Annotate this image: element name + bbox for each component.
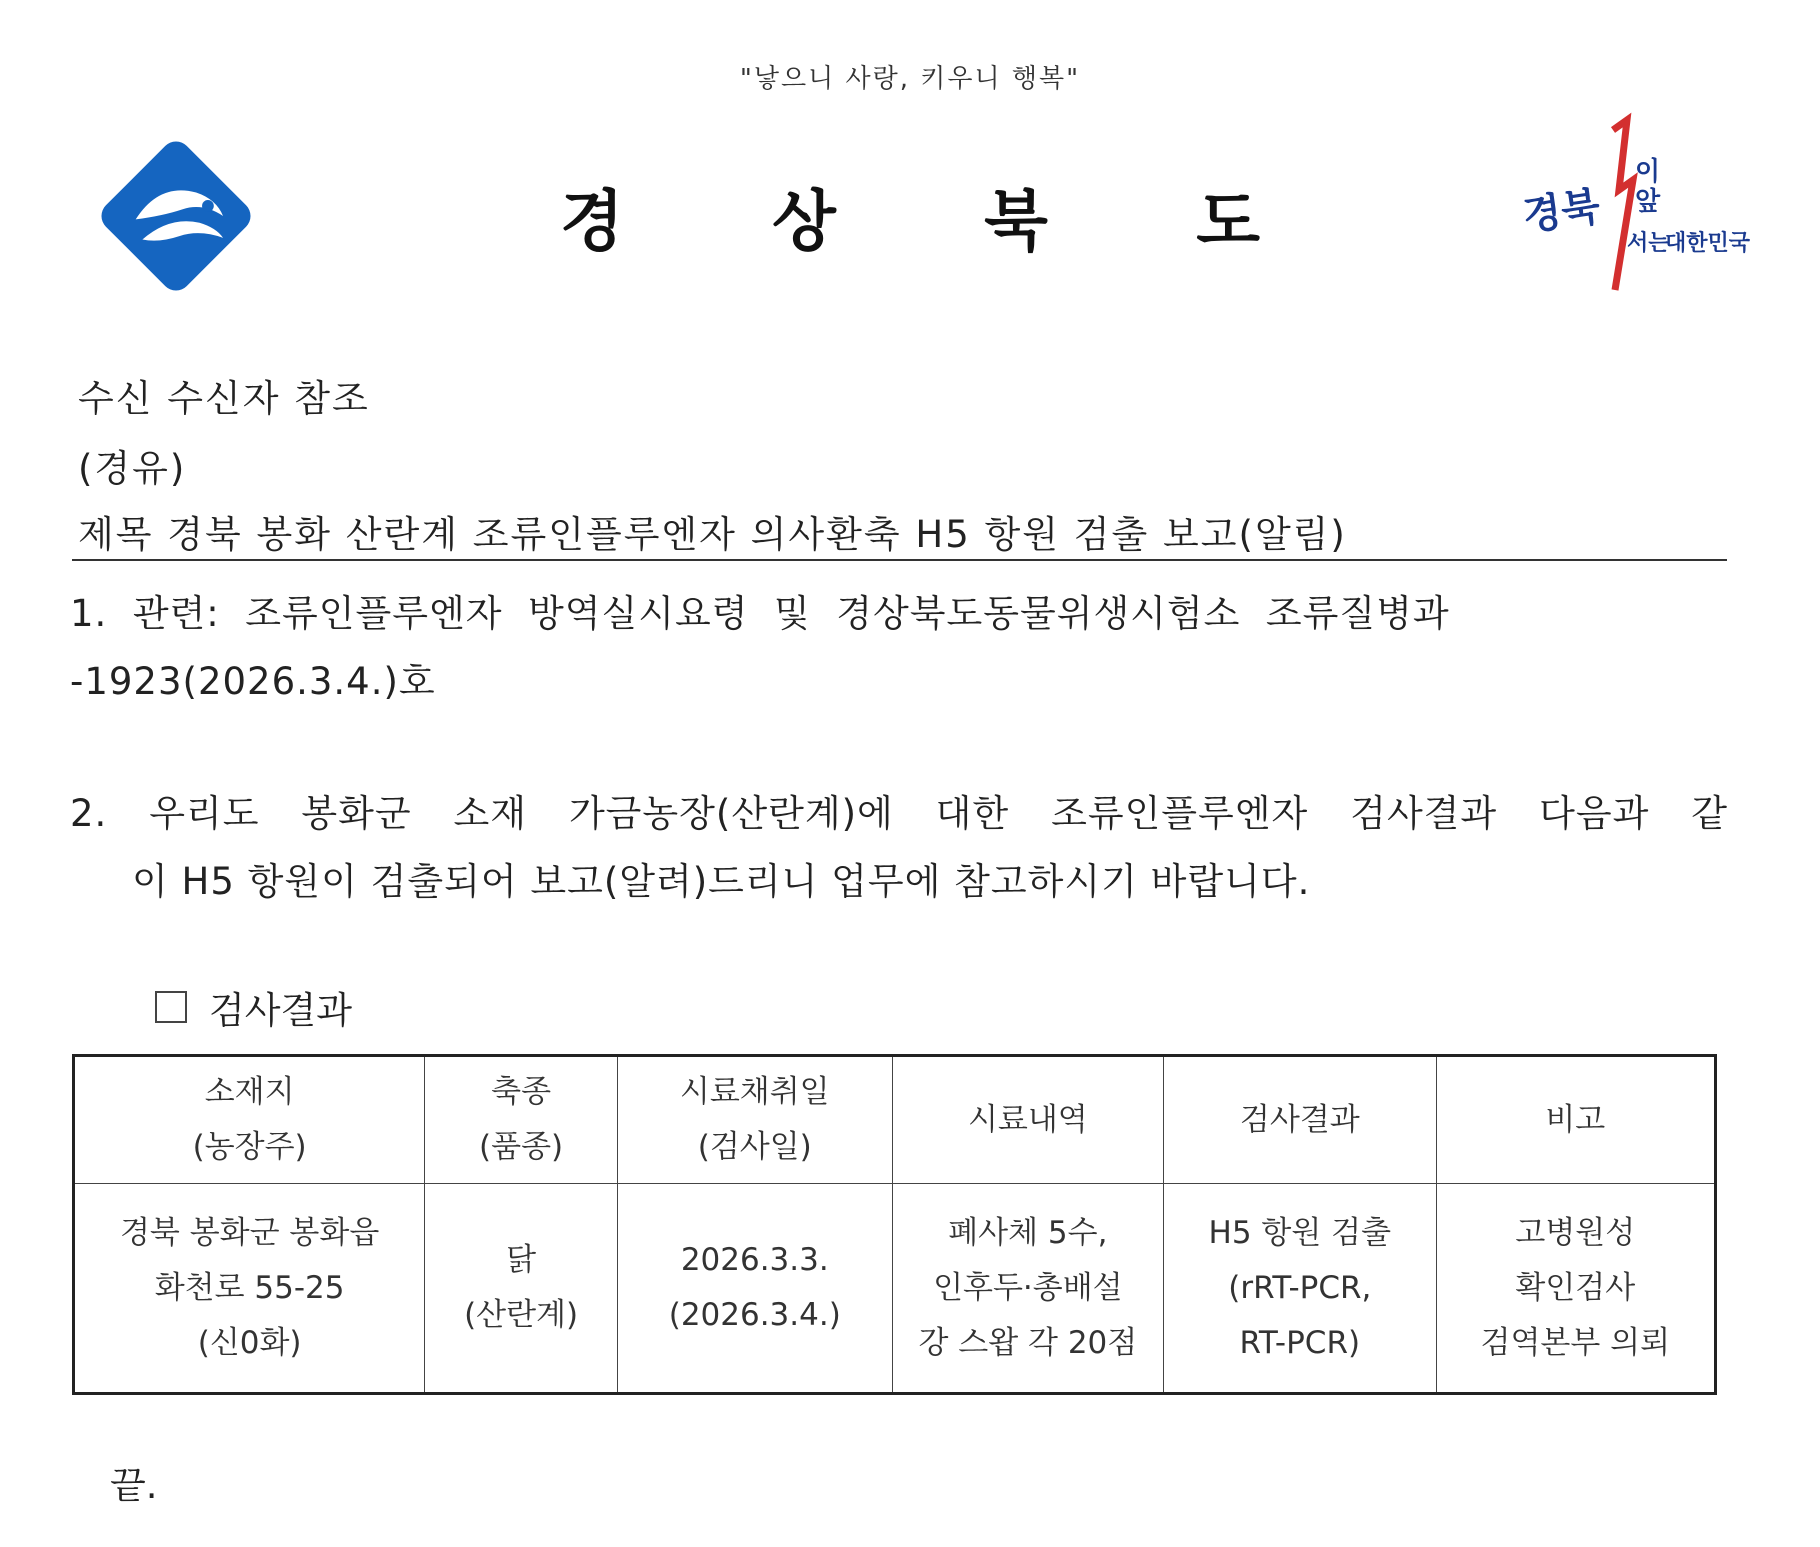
organization-title	[560, 168, 1260, 263]
cell-line: 소재지	[204, 1074, 295, 1110]
cell-line: (농장주)	[192, 1129, 307, 1165]
cell-line: (rRT-PCR,	[1228, 1269, 1372, 1306]
cell-line: 화천로 55-25	[154, 1269, 345, 1306]
cell-line: 닭	[506, 1242, 537, 1278]
table-row	[74, 1184, 1716, 1394]
cell-line: 검사결과	[1239, 1101, 1360, 1138]
cell-sampling-date	[617, 1184, 892, 1394]
cell-line: 시료내역	[967, 1101, 1088, 1138]
cell-test-result	[1164, 1184, 1437, 1394]
svg-text:서는: 서는	[1627, 231, 1670, 256]
cell-line: (2026.3.4.)	[668, 1297, 841, 1333]
cell-remarks	[1436, 1184, 1715, 1394]
org-char: 경	[560, 183, 624, 260]
svg-text:경북: 경북	[1519, 183, 1603, 240]
subject-divider	[72, 559, 1727, 561]
cell-line: 확인검사	[1515, 1269, 1636, 1306]
cell-line: 인후두·총배설	[933, 1269, 1123, 1306]
slogan-emblem-icon	[1515, 110, 1751, 310]
paragraph-related	[70, 580, 1728, 716]
result-table	[72, 1054, 1717, 1395]
end-mark: 끝.	[110, 1464, 158, 1507]
svg-text:앞: 앞	[1635, 187, 1661, 217]
cell-line: 폐사체 5수,	[948, 1214, 1108, 1251]
paragraph-line: 이 H5 항원이 검출되어 보고(알려)드리니 업무에 참고하시기 바랍니다.	[132, 860, 1311, 903]
cell-line: H5 항원 검출	[1208, 1214, 1392, 1251]
cell-line: (품종)	[479, 1129, 564, 1165]
org-char: 북	[984, 183, 1048, 260]
cell-line: 비고	[1545, 1101, 1606, 1138]
cell-line: 축종	[491, 1074, 552, 1110]
section-title: 검사결과	[209, 989, 352, 1032]
checkbox-square-icon	[155, 991, 187, 1023]
header-sampling-date	[617, 1056, 892, 1184]
cell-sample-details	[892, 1184, 1163, 1394]
table-header-row	[74, 1056, 1716, 1184]
header-test-result	[1164, 1056, 1437, 1184]
cell-line: 시료채취일	[679, 1074, 830, 1110]
cell-line: RT-PCR)	[1239, 1324, 1361, 1361]
cell-line: 검역본부 의뢰	[1480, 1324, 1671, 1361]
route-line: (경유)	[78, 447, 187, 490]
svg-text:이: 이	[1635, 157, 1661, 187]
svg-text:대한민국: 대한민국	[1665, 231, 1751, 256]
header-sample-details	[892, 1056, 1163, 1184]
subject-line: 제목 경북 봉화 산란계 조류인플루엔자 의사환축 H5 항원 검출 보고(알림)	[78, 513, 1347, 556]
cell-line: (검사일)	[697, 1129, 812, 1165]
cell-line: 2026.3.3.	[680, 1242, 829, 1278]
cell-line: (신0화)	[197, 1324, 302, 1361]
cell-line: 강 스왑 각 20점	[918, 1324, 1138, 1361]
header-species	[425, 1056, 618, 1184]
org-char: 도	[1196, 183, 1260, 260]
org-char: 상	[772, 183, 836, 260]
cell-line: 경북 봉화군 봉화읍	[119, 1214, 380, 1251]
paragraph-line: 2. 우리도 봉화군 소재 가금농장(산란계)에 대한 조류인플루엔자 검사결과 다음과 같	[70, 792, 1728, 835]
paragraph-line: 1. 관련: 조류인플루엔자 방역실시요령 및 경상북도동물위생시험소 조류질병과	[70, 592, 1450, 635]
paragraph-report	[70, 780, 1728, 916]
paragraph-line: -1923(2026.3.4.)호	[70, 660, 436, 703]
motto: "낳으니 사랑, 키우니 행복"	[739, 64, 1081, 94]
section-heading	[155, 980, 352, 1034]
cell-line: (산란계)	[464, 1297, 579, 1333]
header-location	[74, 1056, 425, 1184]
cell-line: 고병원성	[1515, 1214, 1636, 1251]
cell-species	[425, 1184, 618, 1394]
recipient-line: 수신 수신자 참조	[78, 377, 370, 420]
header-remarks	[1436, 1056, 1715, 1184]
cell-location	[74, 1184, 425, 1394]
gyeongbuk-logo-icon	[92, 132, 260, 300]
